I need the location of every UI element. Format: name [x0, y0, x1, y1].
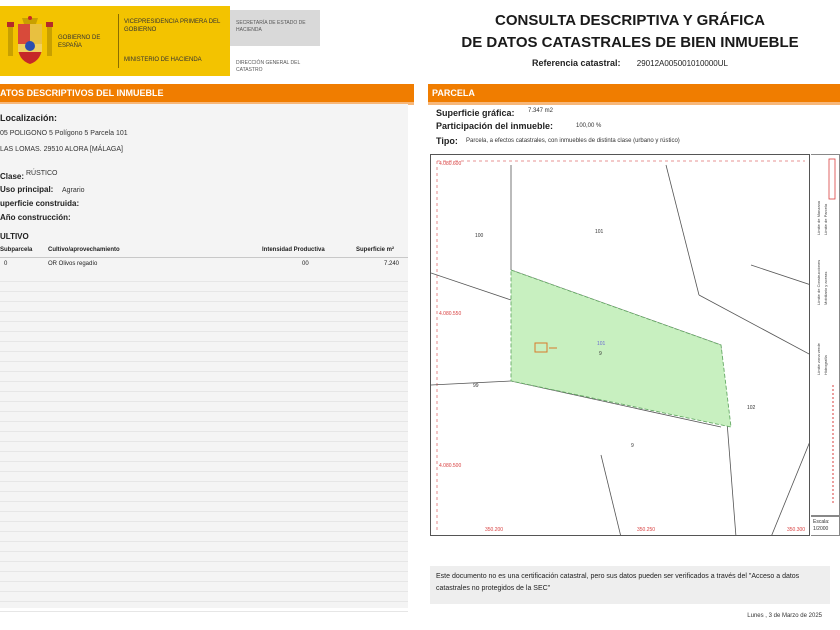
empty-table-row — [0, 442, 408, 452]
empty-table-row — [0, 562, 408, 572]
table-header-cell: Superficie m² — [356, 247, 395, 253]
map-y-label: 4.080.600 — [439, 161, 462, 167]
empty-table-row — [0, 312, 408, 322]
empty-table-row — [0, 592, 408, 602]
map-x-label: 350.200 — [485, 527, 504, 533]
map-y-label: 4.080.500 — [439, 463, 462, 469]
empty-table-row — [0, 272, 408, 282]
table-cell: OR Olivos regadío — [48, 261, 98, 267]
empty-table-row — [0, 452, 408, 462]
parcel-number: 9 — [599, 351, 602, 357]
empty-table-row — [0, 482, 408, 492]
localizacion-line-2: LAS LOMAS. 29510 ALORA [MÁLAGA] — [0, 146, 123, 153]
document-title — [430, 10, 830, 54]
empty-table-row — [0, 602, 408, 612]
logo-divider — [118, 14, 119, 68]
empty-table-row — [0, 432, 408, 442]
table-header-cell: Subparcela — [0, 247, 33, 253]
empty-table-row — [0, 492, 408, 502]
empty-table-row — [0, 392, 408, 402]
uso-label: Uso principal: — [0, 185, 54, 194]
document-date: Lunes , 3 de Marzo de 2025 — [747, 613, 822, 619]
localizacion-line-1: 05 POLIGONO 5 Polígono 5 Parcela 101 — [0, 130, 128, 137]
empty-table-row — [0, 402, 408, 412]
empty-table-row — [0, 332, 408, 342]
legend-item: Límite de Manzana — [816, 200, 821, 235]
coat-of-arms-icon — [6, 16, 54, 68]
empty-table-row — [0, 352, 408, 362]
title-line-1: CONSULTA DESCRIPTIVA Y GRÁFICA — [494, 12, 765, 29]
legend-item: Mobiliario y aceras — [823, 271, 828, 305]
tipo-value: Parcela, a efectos catastrales, con inmuebles de distinta clase (urbano y rústico) — [466, 138, 680, 144]
participacion-label: Participación del inmueble: — [436, 121, 554, 131]
table-cell: 0 — [4, 261, 8, 267]
table-cell: 7.240 — [384, 261, 400, 267]
legend-item: Límite de Construcciones — [816, 259, 821, 305]
anio-construccion-label: Año construcción: — [0, 213, 71, 222]
disclaimer-notice: Este documento no es una certificación catastral, pero sus datos pueden ser verificados a través del "Acceso a datos catastrales no protegidos de la SEC" — [430, 566, 830, 604]
empty-table-row — [0, 362, 408, 372]
parcel-number: 100 — [475, 233, 484, 239]
empty-table-row — [0, 422, 408, 432]
clase-label: Clase: — [0, 172, 25, 181]
map-y-label: 4.080.550 — [439, 311, 462, 317]
empty-table-row — [0, 542, 408, 552]
participacion-value: 100,00 % — [576, 123, 602, 129]
section-bar-descriptive — [0, 84, 414, 102]
table-header-cell: Intensidad Productiva — [262, 247, 325, 253]
localizacion-label: Localización: — [0, 113, 58, 123]
legend-canvas — [811, 155, 839, 517]
table-header-cell: Cultivo/aprovechamiento — [48, 247, 120, 253]
uso-value: Agrario — [62, 187, 85, 194]
section-title-parcela: PARCELA — [432, 88, 475, 98]
superficie-grafica-label: Superficie gráfica: — [436, 108, 515, 118]
legend-item: Hidrografía — [823, 355, 828, 375]
empty-table-row — [0, 292, 408, 302]
parcel-number: 9 — [631, 443, 634, 449]
government-logo-block — [0, 6, 320, 78]
empty-table-row — [0, 522, 408, 532]
scale-value: 1/2000 — [813, 526, 829, 532]
tipo-label: Tipo: — [436, 136, 458, 146]
table-header — [0, 244, 408, 258]
table-cell: 00 — [302, 261, 309, 267]
empty-table-row — [0, 582, 408, 592]
map-legend — [811, 154, 840, 516]
parcel-number: 101 — [597, 341, 606, 347]
cultivo-table — [0, 244, 408, 612]
empty-table-row — [0, 302, 408, 312]
reference-line — [430, 58, 830, 68]
empty-table-row — [0, 552, 408, 562]
empty-table-row — [0, 462, 408, 472]
empty-table-row — [0, 532, 408, 542]
section-title-descriptive: ATOS DESCRIPTIVOS DEL INMUEBLE — [0, 88, 164, 98]
title-line-2: DE DATOS CATASTRALES DE BIEN INMUEBLE — [461, 34, 799, 51]
empty-table-row — [0, 572, 408, 582]
empty-table-row — [0, 372, 408, 382]
map-x-label: 350.300 — [787, 527, 806, 533]
reference-label: Referencia catastral: — [532, 58, 621, 68]
superficie-grafica-value: 7.347 m2 — [528, 108, 554, 114]
clase-value: RÚSTICO — [26, 170, 58, 177]
cultivo-label: ULTIVO — [0, 232, 29, 241]
ministerio-text: MINISTERIO DE HACIENDA — [124, 57, 202, 63]
vicepresidencia-text: VICEPRESIDENCIA PRIMERA DEL GOBIERNO — [124, 19, 221, 33]
empty-table-row — [0, 342, 408, 352]
parcel-number: 102 — [747, 405, 756, 411]
cadastral-map[interactable] — [430, 154, 810, 536]
direccion-text: DIRECCIÓN GENERAL DEL CATASTRO — [236, 60, 301, 73]
legend-item: Límite de Parcela — [823, 203, 828, 235]
reference-value: 29012A005001010000UL — [636, 59, 728, 68]
scale-label: Escala: — [813, 519, 830, 525]
table-row — [0, 258, 408, 272]
empty-table-rows — [0, 272, 408, 612]
empty-table-row — [0, 502, 408, 512]
empty-table-row — [0, 322, 408, 332]
parcel-number: 99 — [473, 383, 479, 389]
map-scale — [811, 516, 840, 536]
section-bar-parcela — [428, 84, 840, 102]
empty-table-row — [0, 512, 408, 522]
empty-table-row — [0, 282, 408, 292]
empty-table-row — [0, 412, 408, 422]
secretaria-text: SECRETARÍA DE ESTADO DE HACIENDA — [236, 20, 306, 33]
empty-table-row — [0, 382, 408, 392]
map-canvas — [431, 155, 810, 536]
map-x-label: 350.250 — [637, 527, 656, 533]
gobierno-text: GOBIERNO DE ESPAÑA — [58, 35, 101, 49]
empty-table-row — [0, 472, 408, 482]
legend-item: Límite zona verde — [816, 343, 821, 375]
superficie-construida-label: uperficie construida: — [0, 199, 80, 208]
parcel-number: 101 — [595, 229, 604, 235]
